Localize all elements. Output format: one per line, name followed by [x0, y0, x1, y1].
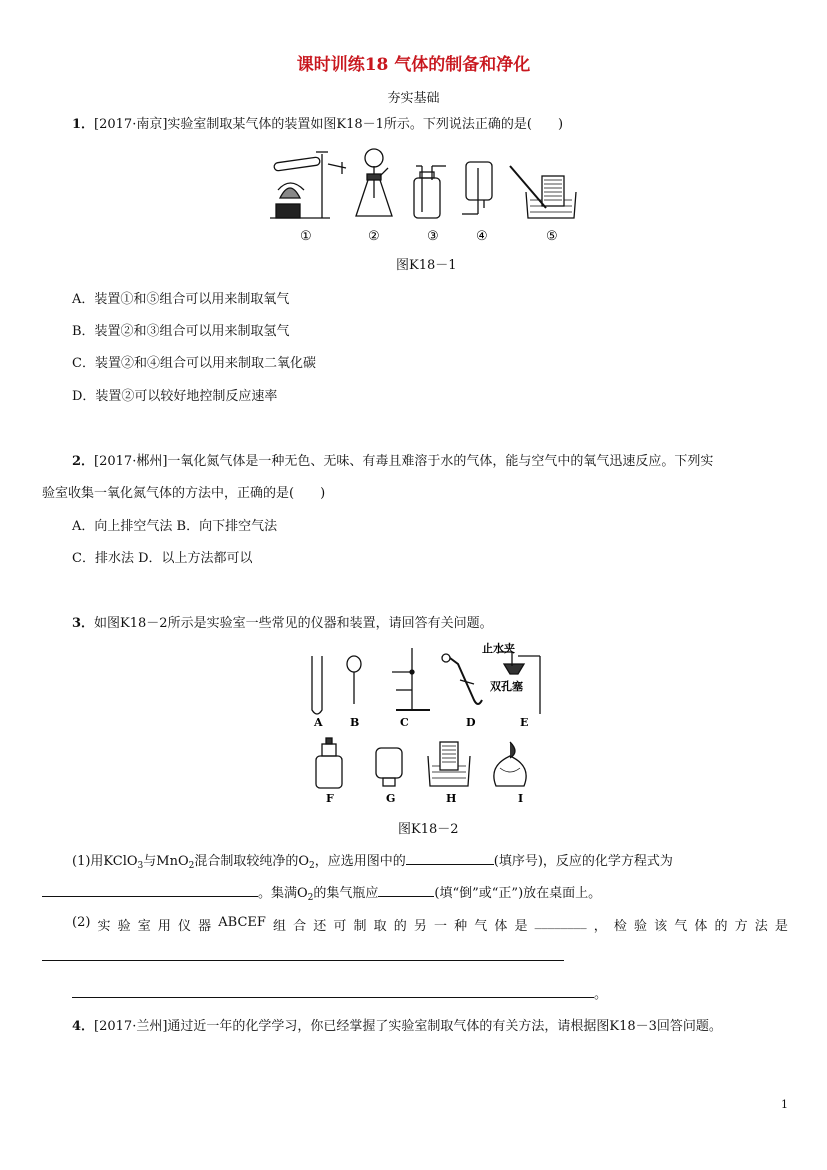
q3-p2-word: ， [593, 919, 607, 934]
q3-p2-word: 实 [97, 919, 111, 934]
q3-p2-word: 该 [654, 919, 668, 934]
q2-stem-line1 [72, 450, 713, 469]
apparatus-2-flask [356, 149, 392, 216]
q1-text: [2017·南京]实验室制取某气体的装置如图K18－1所示。下列说法正确的是( ) [94, 117, 564, 132]
q3-p2-word: (2) [72, 915, 91, 930]
q3-p2-word: 器 [198, 919, 212, 934]
q3-p2-word: 一 [434, 919, 448, 934]
q3-p2-word: 是 [514, 919, 528, 934]
q3-p2-word: 的 [714, 919, 728, 934]
instrument-label-d: D [466, 716, 476, 729]
q4-text: [2017·兰州]通过近一年的化学学习，你已经掌握了实验室制取气体的有关方法，请根据图K18－3回答问题。 [94, 1019, 722, 1034]
q3-p2-word: 仪 [178, 919, 192, 934]
page-number: 1 [781, 1098, 788, 1111]
q3-p2-word: 体 [694, 919, 708, 934]
apparatus-5-water-trough [510, 166, 576, 218]
q1-option-a: A．装置①和⑤组合可以用来制取氧气 [72, 292, 290, 307]
page-title: 课时训练18 气体的制备和净化 [296, 55, 531, 75]
apparatus-1-heating [270, 152, 346, 218]
q4-stem [72, 1015, 722, 1034]
q3-p1-text-e: (填序号)，反应的化学方程式为 [493, 854, 673, 869]
q3-p2-word: 另 [413, 919, 427, 934]
instrument-label-a: A [314, 716, 323, 729]
q3-p2-word: 验 [634, 919, 648, 934]
section-subtitle: 夯实基础 [387, 91, 440, 106]
q3-part1-line1 [72, 850, 673, 871]
instrument-c-iron-stand [392, 648, 430, 710]
q3-p2-word: 气 [474, 919, 488, 934]
instrument-i-alcohol-lamp [494, 742, 526, 786]
q3-p2-word: 方 [734, 919, 748, 934]
q3-part2-line3 [72, 983, 607, 1002]
q3-p2-word: 体 [494, 919, 508, 934]
apparatus-label-2: ② [368, 229, 380, 244]
q3-p2-period: 。 [594, 987, 608, 1002]
instrument-label-c: C [400, 716, 409, 729]
instrument-label-i: I [518, 792, 524, 805]
q2-options-row2: C．排水法 D．以上方法都可以 [72, 551, 253, 566]
subscript-2: 2 [188, 861, 195, 871]
q2-number: 2． [72, 454, 95, 469]
q3-p2-word: 组 [273, 919, 287, 934]
q3-p1-text-g: 的集气瓶应 [313, 886, 379, 901]
answer-blank-gas[interactable]: ________ [534, 915, 587, 930]
q3-p2-word: 可 [333, 919, 347, 934]
instrument-label-g: G [386, 792, 396, 805]
q1-option-b: B．装置②和③组合可以用来制取氢气 [72, 324, 290, 339]
q3-p2-word: 检 [613, 919, 627, 934]
apparatus-label-1: ① [300, 229, 312, 244]
instrument-label-h: H [446, 792, 457, 805]
figure-caption-k18-2: 图K18－2 [398, 822, 459, 837]
q3-part2-line1 [72, 915, 788, 934]
instrument-d-tube-with-clamp [442, 654, 482, 704]
answer-blank-equation[interactable] [42, 884, 258, 897]
q3-p2-word: ABCEF [218, 915, 266, 930]
answer-line-test-method-2[interactable] [72, 985, 594, 998]
instrument-f-gas-bottle [316, 738, 342, 788]
q3-p2-word: 合 [293, 919, 307, 934]
label-two-hole-stopper: 双孔塞 [490, 680, 523, 693]
instrument-g-bottle [376, 748, 402, 786]
answer-blank-orientation[interactable] [378, 884, 434, 897]
q1-apparatus-figure [262, 138, 582, 250]
q3-number: 3． [72, 616, 95, 631]
label-water-clamp: 止水夹 [482, 642, 515, 655]
instrument-label-e: E [520, 716, 529, 729]
subscript-2c: 2 [307, 893, 314, 903]
instrument-a-test-tube [312, 656, 322, 714]
q3-p2-word: 种 [454, 919, 468, 934]
apparatus-label-3: ③ [427, 229, 439, 244]
q3-p2-word: 取 [373, 919, 387, 934]
q3-apparatus-figure [300, 638, 560, 808]
answer-line-test-method-1[interactable] [42, 960, 564, 961]
q3-p2-word: 验 [117, 919, 131, 934]
q3-p2-word: 气 [674, 919, 688, 934]
q3-p2-word: 的 [393, 919, 407, 934]
q2-options-row1: A．向上排空气法 B．向下排空气法 [72, 519, 278, 534]
q1-option-d: D．装置②可以较好地控制反应速率 [72, 389, 278, 404]
q4-number: 4． [72, 1019, 95, 1034]
q1-number: 1． [72, 117, 95, 132]
q3-p1-text-h: (填“倒”或“正”)放在桌面上。 [434, 886, 602, 901]
q3-p2-word: 法 [754, 919, 768, 934]
instrument-label-f: F [326, 792, 334, 805]
q3-p1-text-b: 与MnO [143, 854, 189, 869]
instrument-b-funnel [347, 656, 361, 704]
q3-p2-word: 室 [137, 919, 151, 934]
q3-p2-word: 还 [313, 919, 327, 934]
subscript-2b: 2 [309, 861, 315, 871]
subscript-3: 3 [137, 861, 144, 871]
apparatus-label-4: ④ [476, 229, 488, 244]
q3-p1-text-f: 。集满O [258, 886, 308, 901]
q2-stem-line2: 验室收集一氧化氮气体的方法中，正确的是( ) [42, 486, 326, 501]
instrument-label-b: B [350, 716, 360, 729]
q1-stem [72, 113, 563, 132]
apparatus-label-5: ⑤ [546, 229, 558, 244]
q3-part1-line2 [42, 882, 601, 903]
q3-p2-word: 用 [157, 919, 171, 934]
figure-caption-k18-1: 图K18－1 [396, 258, 457, 273]
q3-p1-text-d: ，应选用图中的 [314, 854, 406, 869]
q1-option-c: C．装置②和④组合可以用来制取二氧化碳 [72, 356, 316, 371]
q2-text-1: [2017·郴州]一氧化氮气体是一种无色、无味、有毒且难溶于水的气体，能与空气中的氧气迅速反应。下列实 [94, 454, 714, 469]
instrument-h-water-trough [428, 742, 470, 786]
apparatus-3-gas-bottle [414, 166, 446, 218]
apparatus-4-inverted-bottle [462, 162, 492, 214]
q3-p1-text-a: (1)用KClO [72, 854, 138, 869]
answer-blank-instruments[interactable] [406, 852, 494, 865]
q3-p2-word: 是 [774, 919, 788, 934]
q3-p1-text-c: 混合制取较纯净的O [194, 854, 310, 869]
q3-text: 如图K18－2所示是实验室一些常见的仪器和装置，请回答有关问题。 [94, 616, 493, 631]
q3-p2-word: 制 [353, 919, 367, 934]
q3-stem [72, 612, 493, 631]
